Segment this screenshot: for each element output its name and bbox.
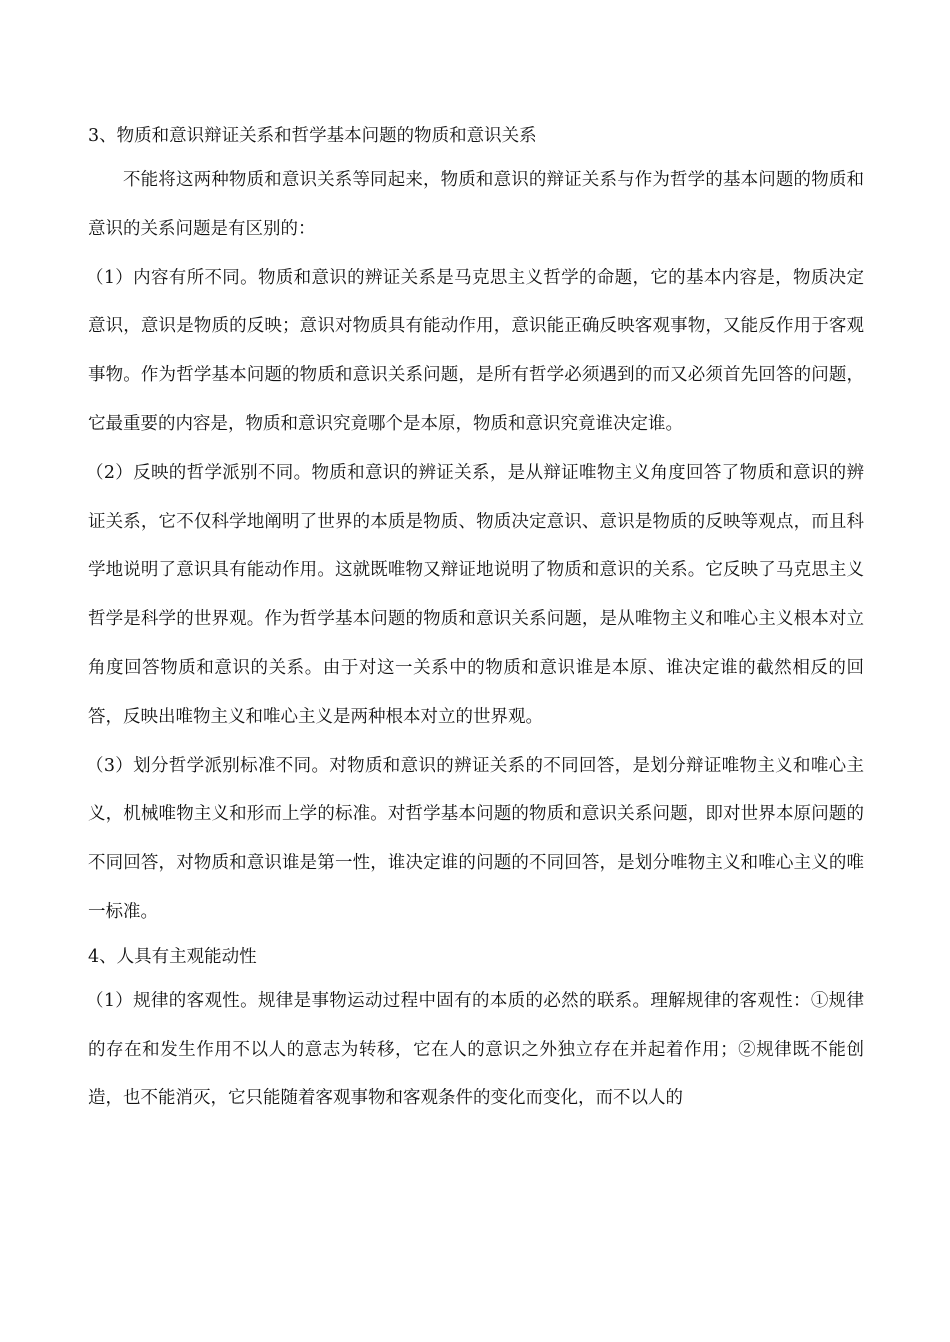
section-heading-3: 3、物质和意识辩证关系和哲学基本问题的物质和意识关系: [88, 126, 537, 146]
law-objectivity-paragraph: （1）规律的客观性。规律是事物运动过程中固有的本质的必然的联系。理解规律的客观性：①规律的存在和发生作用不以人的意志为转移，它在人的意识之外独立存在并起着作用；②规律既不能创造，也不能消灭，它只能随着客观事物和客观条件的变化而变化，而不以人的: [86, 990, 864, 1109]
point-1-paragraph: （1）内容有所不同。物质和意识的辨证关系是马克思主义哲学的命题，它的基本内容是，物质决定意识，意识是物质的反映；意识对物质具有能动作用，意识能正确反映客观事物，又能反作用于客观事物。作为哲学基本问题的物质和意识关系问题，是所有哲学必须遇到的而又必须首先回答的问题，它最重要的内容是，物质和意识究竟哪个是本原，物质和意识究竟谁决定谁。: [86, 267, 864, 434]
intro-paragraph: 不能将这两种物质和意识关系等同起来，物质和意识的辩证关系与作为哲学的基本问题的物质和意识的关系问题是有区别的：: [88, 170, 864, 239]
point-2-paragraph: （2）反映的哲学派别不同。物质和意识的辨证关系，是从辩证唯物主义角度回答了物质和意识的辨证关系，它不仅科学地阐明了世界的本质是物质、物质决定意识、意识是物质的反映等观点，而且科学地说明了意识具有能动作用。这就既唯物又辩证地说明了物质和意识的关系。它反映了马克思主义哲学是科学的世界观。作为哲学基本问题的物质和意识关系问题，是从唯物主义和唯心主义根本对立角度回答物质和意识的关系。由于对这一关系中的物质和意识谁是本原、谁决定谁的截然相反的回答，反映出唯物主义和唯心主义是两种根本对立的世界观。: [86, 462, 864, 727]
section-heading-4: 4、人具有主观能动性: [88, 946, 257, 967]
document-body: [88, 116, 864, 1123]
point-3-paragraph: （3）划分哲学派别标准不同。对物质和意识的辨证关系的不同回答，是划分辩证唯物主义和唯心主义，机械唯物主义和形而上学的标准。对哲学基本问题的物质和意识关系问题，即对世界本原问题的不同回答，对物质和意识谁是第一性，谁决定谁的问题的不同回答，是划分唯物主义和唯心主义的唯一标准。: [86, 755, 864, 922]
